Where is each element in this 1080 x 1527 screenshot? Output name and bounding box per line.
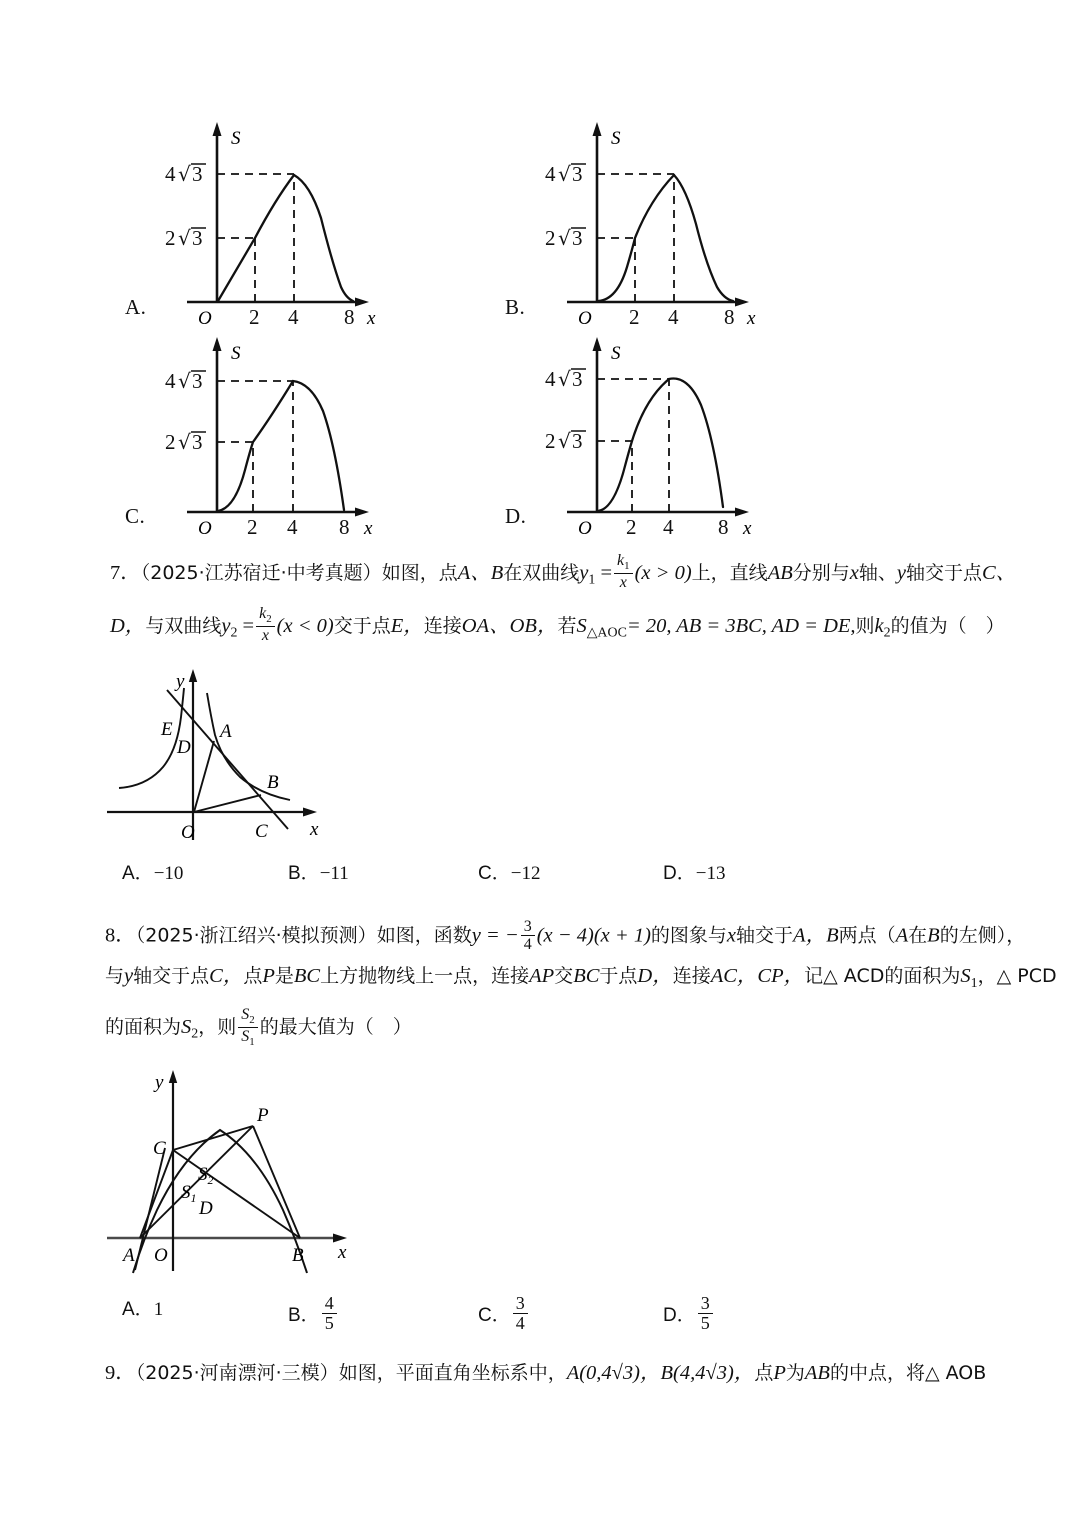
q8-option-d-num: 3 bbox=[700, 1293, 710, 1313]
q8-t3a: 的面积为 bbox=[105, 1015, 182, 1038]
q8-line-1 bbox=[105, 918, 1025, 954]
svg-text:A: A bbox=[123, 1245, 135, 1266]
q8-option-b-fraction bbox=[322, 1294, 337, 1334]
svg-text:√: √ bbox=[178, 430, 191, 454]
svg-text:√: √ bbox=[558, 162, 571, 186]
svg-text:2: 2 bbox=[165, 226, 176, 250]
q8-t2f: P bbox=[262, 965, 275, 987]
svg-text:S: S bbox=[611, 343, 621, 364]
q8-option-d-fraction bbox=[698, 1294, 713, 1334]
q7-t2k-sub: 2 bbox=[883, 625, 891, 641]
q8-options bbox=[0, 1294, 1080, 1342]
q7-t2f: OA、OB， bbox=[461, 614, 558, 637]
q8-ratio-fraction bbox=[238, 1006, 257, 1048]
q8-t2g: 是 bbox=[274, 965, 294, 987]
q8-t2t-sub: 1 bbox=[970, 975, 978, 991]
svg-text:√: √ bbox=[178, 226, 191, 250]
q7-t2h-sub: △AOC bbox=[586, 625, 627, 641]
q7-source: （2025·江苏宿迁·中考真题） bbox=[140, 561, 382, 584]
svg-text:4: 4 bbox=[663, 515, 674, 539]
q7-eq1-den: x bbox=[614, 573, 633, 591]
choice-graphs-block bbox=[0, 0, 1080, 540]
svg-text:x: x bbox=[367, 308, 376, 329]
q8-t2q: AC，CP， bbox=[710, 965, 805, 987]
q7-eq1-num: $k_1$ bbox=[617, 552, 630, 572]
choice-letter-c: C. bbox=[125, 504, 146, 528]
svg-text:√: √ bbox=[178, 162, 191, 186]
q7-t2d: E， bbox=[390, 614, 424, 637]
q8-t2i: 上方抛物线上一点， bbox=[320, 965, 492, 987]
q8-t2a: 与 bbox=[105, 965, 125, 987]
svg-text:x: x bbox=[743, 518, 752, 539]
q8-eq-num: 3 bbox=[523, 918, 532, 935]
q9-tb: 点 bbox=[754, 1362, 774, 1384]
q7-eq2-cond: (x < 0) bbox=[276, 614, 334, 637]
q7-option-c[interactable] bbox=[478, 858, 540, 885]
q8-t2r: 记△ ACD bbox=[804, 965, 885, 987]
q8-option-c[interactable] bbox=[478, 1294, 530, 1334]
q8-t3d: 的最大值为（ ） bbox=[259, 1015, 412, 1038]
q7-t2j: 则 bbox=[855, 614, 875, 637]
svg-text:y: y bbox=[155, 1072, 164, 1093]
svg-text:O: O bbox=[578, 308, 592, 329]
q8-t2n: 于点 bbox=[599, 965, 638, 987]
q8-t2p: 连接 bbox=[672, 965, 711, 987]
q7-eq2-lhs-sub: 2 bbox=[230, 625, 238, 641]
svg-text:O: O bbox=[154, 1245, 168, 1266]
q9-ta: 如图，平面直角坐标系中， bbox=[338, 1362, 567, 1384]
q8-line-3 bbox=[105, 1006, 412, 1050]
svg-text:x: x bbox=[747, 308, 756, 329]
q7-option-a-value: −10 bbox=[153, 863, 184, 884]
q7-line-2: D，与双曲线$y_2$ = $\frac{k_2}{x}$ (x < 0)交于点E，连接OA、OB，若$S_{\triangle AOC}= 20$, AB = 3BC, AD = DE,则$k_2$的值为（ ） bbox=[110, 605, 1005, 644]
svg-text:3: 3 bbox=[572, 162, 583, 186]
q8-option-a-label: A． bbox=[122, 1299, 154, 1320]
svg-text:4: 4 bbox=[545, 162, 556, 186]
q8-t2h: BC bbox=[293, 965, 321, 987]
q8-figure bbox=[95, 1058, 405, 1288]
q7-t1g: x bbox=[849, 561, 859, 584]
q8-t2m: BC bbox=[573, 965, 600, 987]
svg-text:√: √ bbox=[178, 369, 191, 393]
q8-t1a: 如图，函数 bbox=[376, 924, 472, 947]
q7-t1h: 轴、 bbox=[858, 561, 897, 584]
q8-figure-svg bbox=[95, 1058, 405, 1288]
svg-text:P: P bbox=[257, 1105, 269, 1126]
svg-text:2: 2 bbox=[249, 305, 260, 329]
graph-a-svg bbox=[125, 112, 425, 327]
svg-text:4: 4 bbox=[165, 162, 176, 186]
q7-eq1-fraction bbox=[614, 552, 633, 591]
q8-t2k: AP bbox=[529, 965, 555, 987]
q8-t3c: ，则 bbox=[198, 1015, 237, 1038]
q8-eq-fraction bbox=[521, 918, 535, 954]
svg-text:2: 2 bbox=[545, 429, 556, 453]
svg-text:3: 3 bbox=[192, 226, 203, 250]
q8-line-2 bbox=[105, 961, 1057, 999]
q8-t2b: y bbox=[124, 965, 134, 987]
q7-t1d: 上，直线 bbox=[691, 561, 768, 584]
graph-c-svg bbox=[125, 327, 425, 542]
q9-point-b: B(4,4√3)， bbox=[660, 1362, 755, 1384]
q7-t1f: 分别与 bbox=[792, 561, 850, 584]
q8-option-c-num: 3 bbox=[515, 1293, 525, 1313]
q8-option-a[interactable] bbox=[122, 1294, 163, 1321]
q7-option-c-value: −12 bbox=[510, 863, 541, 884]
svg-text:O: O bbox=[198, 308, 212, 329]
svg-text:D: D bbox=[177, 737, 191, 758]
graph-d-svg bbox=[505, 327, 805, 542]
svg-text:4: 4 bbox=[165, 369, 176, 393]
svg-text:8: 8 bbox=[718, 515, 729, 539]
q7-t2b: 与双曲线 bbox=[145, 614, 222, 637]
q7-t1c: 在双曲线 bbox=[503, 561, 580, 584]
svg-text:4: 4 bbox=[288, 305, 299, 329]
q8-t1h: 在 bbox=[908, 924, 928, 947]
q8-eq-rhs: (x − 4)(x + 1) bbox=[536, 924, 651, 947]
q8-option-a-value: 1 bbox=[153, 1299, 164, 1320]
choice-letter-a: A. bbox=[125, 295, 147, 319]
q7-t2k: k bbox=[874, 614, 884, 637]
svg-text:B: B bbox=[267, 772, 279, 793]
svg-text:3: 3 bbox=[192, 162, 203, 186]
q7-eq1-cond: (x > 0) bbox=[634, 561, 692, 584]
q8-eq-den: 4 bbox=[521, 935, 535, 953]
q7-number: 7． bbox=[110, 561, 141, 584]
svg-text:O: O bbox=[578, 518, 592, 539]
q7-option-a[interactable] bbox=[122, 858, 183, 885]
q8-eq-lhs: y = − bbox=[471, 924, 519, 947]
svg-text:A: A bbox=[220, 721, 232, 742]
q7-figure bbox=[95, 655, 395, 855]
q7-t2c: 交于点 bbox=[333, 614, 391, 637]
q7-eq1-lhs-sub: 1 bbox=[588, 572, 596, 588]
q7-option-d-value: −13 bbox=[695, 863, 726, 884]
svg-text:3: 3 bbox=[572, 429, 583, 453]
q8-t1e: A，B bbox=[793, 924, 839, 947]
q8-t1b: 的图象与 bbox=[650, 924, 727, 947]
q7-t2i: = 20, AB = 3BC, AD = DE, bbox=[626, 614, 856, 637]
q7-option-b[interactable] bbox=[288, 858, 349, 885]
q8-option-b-den: 5 bbox=[322, 1313, 337, 1333]
q7-t1b: A、B bbox=[457, 561, 504, 584]
q8-number: 8． bbox=[105, 924, 136, 947]
q7-t2a: D， bbox=[110, 614, 146, 637]
svg-text:S: S bbox=[231, 343, 241, 364]
svg-text:4: 4 bbox=[545, 367, 556, 391]
q8-ratio-den: $S_1$ bbox=[238, 1027, 257, 1049]
q9-td: 为 bbox=[785, 1362, 805, 1384]
q8-t2d: C， bbox=[209, 965, 244, 987]
q7-line-1: 7．（2025·江苏宿迁·中考真题）如图，点A、B在双曲线$y_1$ = $\frac{k_1}{x}$ (x > 0)上，直线AB分别与x轴、y轴交于点C、 bbox=[110, 552, 1017, 591]
q8-option-c-label: C． bbox=[478, 1304, 511, 1326]
choice-graph-d bbox=[505, 327, 805, 542]
svg-text:3: 3 bbox=[192, 430, 203, 454]
q8-source: （2025·浙江绍兴·模拟预测） bbox=[135, 924, 377, 947]
q7-eq2-num: $k_2$ bbox=[259, 605, 272, 625]
q8-option-b[interactable] bbox=[288, 1294, 339, 1334]
q7-option-b-value: −11 bbox=[319, 863, 349, 884]
svg-text:x: x bbox=[364, 518, 373, 539]
q7-t2e: 连接 bbox=[423, 614, 462, 637]
q7-option-d[interactable] bbox=[663, 858, 725, 885]
q8-t2l: 交 bbox=[554, 965, 574, 987]
q9-point-a: A(0,4√3)， bbox=[566, 1362, 661, 1384]
q8-t2e: 点 bbox=[243, 965, 263, 987]
q8-option-d[interactable] bbox=[663, 1294, 715, 1334]
q9-te: AB bbox=[804, 1362, 830, 1384]
q7-t1e: AB bbox=[767, 561, 793, 584]
q8-t1g: A bbox=[895, 924, 909, 947]
q9-tc: P bbox=[773, 1362, 786, 1384]
q7-t1i: y bbox=[896, 561, 906, 584]
q8-t1j: 的左侧）， bbox=[939, 924, 1026, 947]
q7-options bbox=[0, 858, 1080, 898]
q8-t2c: 轴交于点 bbox=[133, 965, 210, 987]
q8-t1c: x bbox=[726, 924, 737, 947]
svg-text:2: 2 bbox=[629, 305, 640, 329]
q8-t2u: ，△ PCD bbox=[977, 965, 1057, 987]
svg-text:8: 8 bbox=[724, 305, 735, 329]
svg-text:√: √ bbox=[558, 367, 571, 391]
q9-number: 9． bbox=[105, 1362, 136, 1384]
svg-text:D: D bbox=[199, 1198, 213, 1219]
q7-t2l: 的值为（ ） bbox=[890, 614, 1005, 637]
svg-text:x: x bbox=[310, 819, 319, 840]
q9-source: （2025·河南漂河·三模） bbox=[135, 1362, 339, 1384]
q7-t1j: 轴交于点 bbox=[905, 561, 982, 584]
q7-option-c-label: C． bbox=[478, 863, 511, 884]
choice-graph-a bbox=[125, 112, 425, 327]
q7-option-b-label: B． bbox=[288, 863, 320, 884]
svg-text:2: 2 bbox=[545, 226, 556, 250]
q7-option-d-label: D． bbox=[663, 863, 696, 884]
q8-t2t: S bbox=[960, 965, 971, 987]
q9-tf: 的中点，将△ AOB bbox=[829, 1362, 987, 1384]
svg-text:8: 8 bbox=[339, 515, 350, 539]
q7-t2g: 若 bbox=[557, 614, 577, 637]
choice-graph-c bbox=[125, 327, 425, 542]
q7-figure-svg bbox=[95, 655, 395, 855]
svg-text:√: √ bbox=[558, 226, 571, 250]
q8-option-c-fraction bbox=[513, 1294, 528, 1334]
svg-text:2: 2 bbox=[165, 430, 176, 454]
svg-text:S: S bbox=[231, 128, 241, 149]
q8-t3b: S bbox=[181, 1015, 192, 1038]
svg-text:√: √ bbox=[558, 429, 571, 453]
graph-b-svg bbox=[505, 112, 805, 327]
svg-text:y: y bbox=[176, 671, 185, 692]
svg-text:4: 4 bbox=[668, 305, 679, 329]
q7-t1a: 如图，点 bbox=[381, 561, 458, 584]
q7-eq2-lhs: y bbox=[221, 614, 231, 637]
q9-line-1 bbox=[105, 1358, 986, 1388]
svg-text:3: 3 bbox=[572, 226, 583, 250]
q8-option-d-den: 5 bbox=[698, 1313, 713, 1333]
svg-text:S1: $S_1$ bbox=[181, 1182, 197, 1205]
svg-text:B: B bbox=[292, 1245, 304, 1266]
svg-text:3: 3 bbox=[572, 367, 583, 391]
q8-t1i: B bbox=[927, 924, 940, 947]
q8-t1f: 两点（ bbox=[838, 924, 896, 947]
q8-ratio-num: $S_2$ bbox=[241, 1006, 255, 1026]
choice-letter-b: B. bbox=[505, 295, 526, 319]
q8-t1d: 轴交于 bbox=[736, 924, 794, 947]
svg-text:8: 8 bbox=[344, 305, 355, 329]
svg-text:O: O bbox=[181, 822, 195, 843]
svg-text:S2: $S_2$ bbox=[198, 1164, 214, 1187]
choice-graph-b bbox=[505, 112, 805, 327]
choice-letter-d: D. bbox=[505, 504, 527, 528]
q8-t2j: 连接 bbox=[491, 965, 530, 987]
svg-text:2: 2 bbox=[247, 515, 258, 539]
svg-text:4: 4 bbox=[287, 515, 298, 539]
q8-t2o: D， bbox=[637, 965, 673, 987]
q8-t2s: 的面积为 bbox=[884, 965, 961, 987]
q8-option-d-label: D． bbox=[663, 1304, 696, 1326]
q8-option-b-num: 4 bbox=[324, 1293, 334, 1313]
svg-text:C: C bbox=[255, 821, 268, 842]
q7-eq2-den: x bbox=[256, 626, 275, 644]
q7-t1k: C、 bbox=[982, 561, 1017, 584]
q8-option-c-den: 4 bbox=[513, 1313, 528, 1333]
svg-text:x: x bbox=[338, 1242, 347, 1263]
svg-text:E: E bbox=[161, 719, 173, 740]
svg-text:O: O bbox=[198, 518, 212, 539]
svg-text:C: C bbox=[153, 1138, 166, 1159]
q8-option-b-label: B． bbox=[288, 1304, 320, 1326]
svg-text:S: S bbox=[611, 128, 621, 149]
svg-text:2: 2 bbox=[626, 515, 637, 539]
q7-eq2-fraction bbox=[256, 605, 275, 644]
svg-text:3: 3 bbox=[192, 369, 203, 393]
q7-option-a-label: A． bbox=[122, 863, 154, 884]
q7-t2h: S bbox=[576, 614, 587, 637]
q8-t3b-sub: 2 bbox=[191, 1026, 199, 1042]
q7-eq1-lhs: y bbox=[579, 561, 589, 584]
